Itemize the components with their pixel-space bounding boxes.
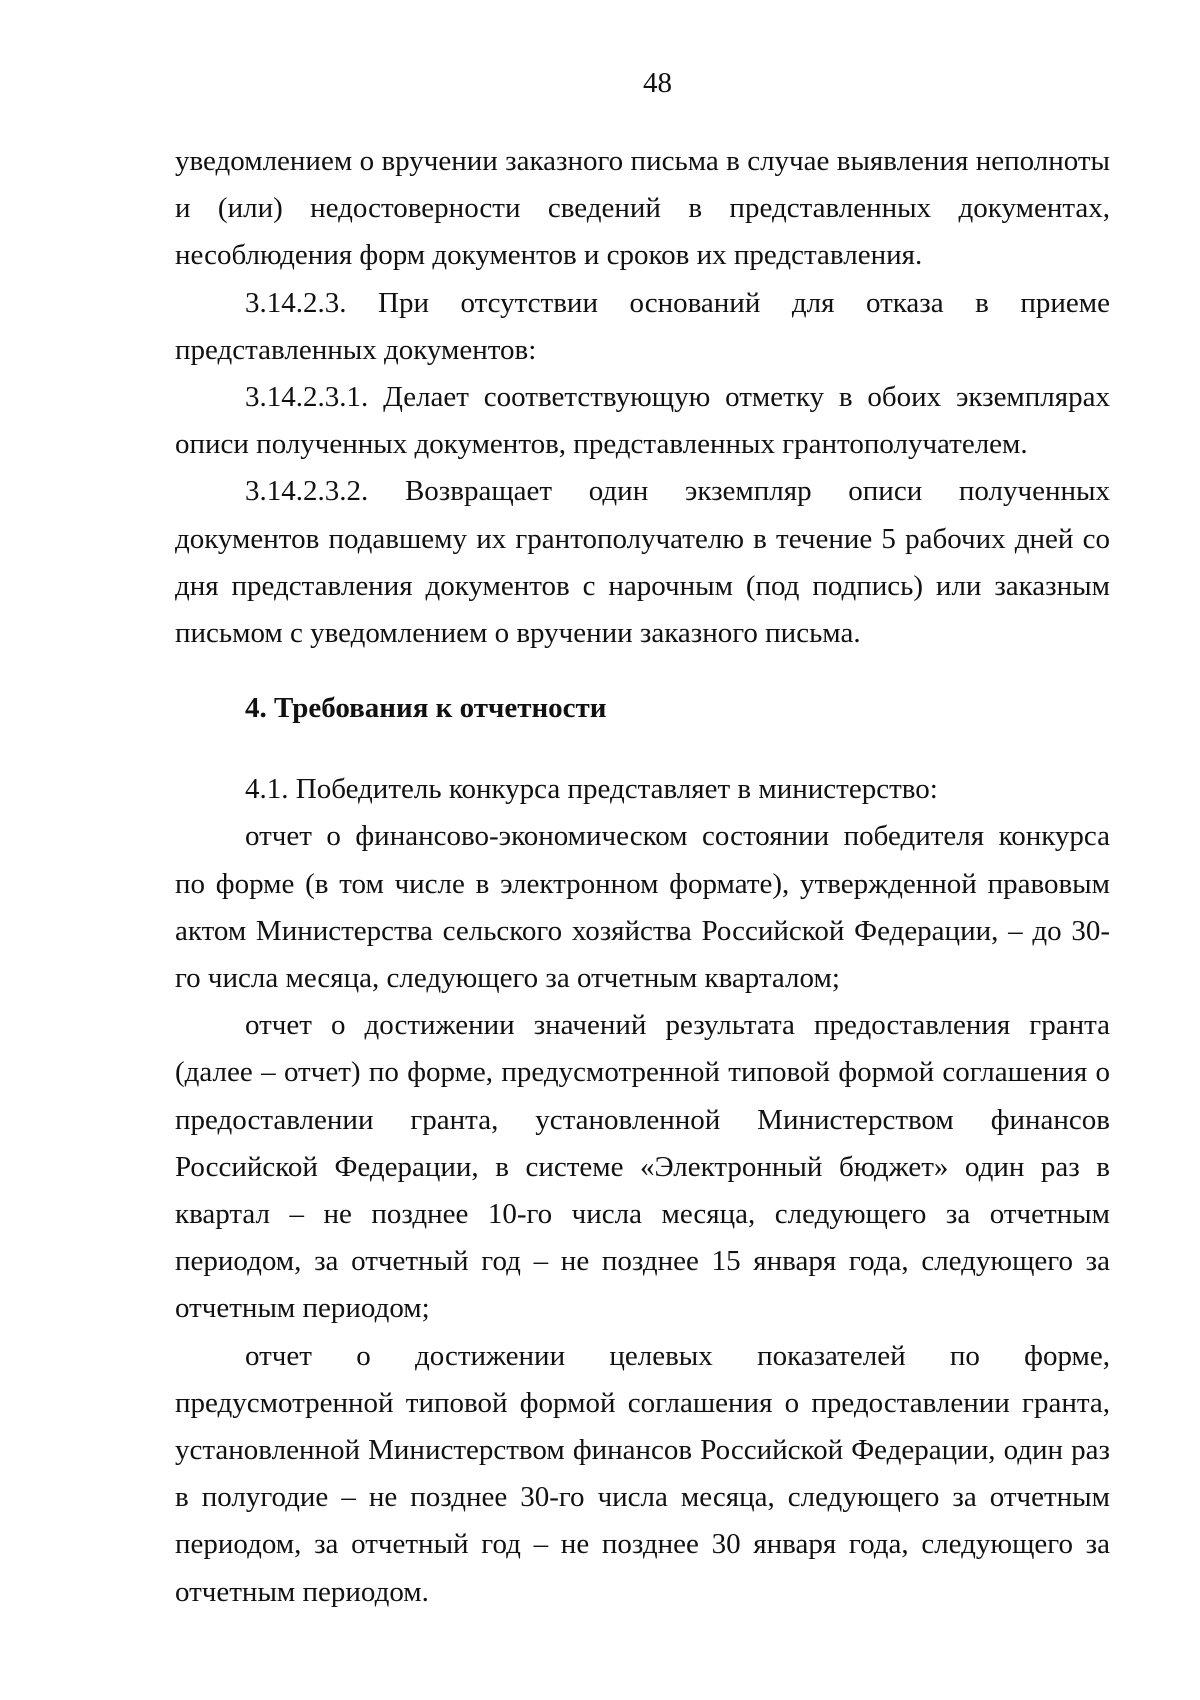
paragraph-4-1: 4.1. Победитель конкурса представляет в министерство: — [245, 773, 938, 806]
section-heading: 4. Требования к отчетности — [245, 692, 607, 725]
paragraphs-after — [175, 766, 1110, 1616]
paragraph-3-14-2-3-2: 3.14.2.3.2. Возвращает один экземпляр описи полученных документов подавшему их грантополучателю в течение 5 рабочих дней со дня представления документов с нарочным (под подпись) или заказным письмом с уведомлением о вручении заказного письма. — [175, 475, 1110, 650]
paragraphs-before — [175, 138, 1110, 657]
paragraph-notification-continuation: уведомлением о вручении заказного письма в случае выявления неполноты и (или) недостоверности сведений в представленных документах, несоблюдения форм документов и сроков их представления. — [175, 145, 1110, 272]
paragraph-result-report: отчет о достижении значений результата предоставления гранта (далее – отчет) по форме, предусмотренной типовой формой соглашения о предоставлении гранта, установленной Министерством финансов Российской Федерации, в системе «Электронный бюджет» один раз в квартал – не позднее 10-го числа месяца, следующего за отчетным периодом, за отчетный год – не позднее 15 января года, следующего за отчетным периодом; — [175, 1009, 1110, 1325]
paragraph-3-14-2-3-1: 3.14.2.3.1. Делает соответствующую отметку в обоих экземплярах описи полученных документов, представленных грантополучателем. — [175, 381, 1110, 461]
paragraph-financial-report: отчет о финансово-экономическом состоянии победителя конкурса по форме (в том числе в электронном формате), утвержденной правовым актом Министерства сельского хозяйства Российской Федерации, – до 30-го числа месяца, следующего за отчетным кварталом; — [175, 820, 1110, 995]
paragraph-3-14-2-3: 3.14.2.3. При отсутствии оснований для отказа в приеме представленных документов: — [175, 286, 1110, 366]
paragraph-target-indicators-report: отчет о достижении целевых показателей по форме, предусмотренной типовой формой соглашения о предоставлении гранта, установленной Министерством финансов Российской Федерации, один раз в полугодие – не позднее 30-го числа месяца, следующего за отчетным периодом, за отчетный год – не позднее 30 января года, следующего за отчетным периодом. — [175, 1339, 1110, 1608]
page-number: 48 — [643, 67, 672, 99]
